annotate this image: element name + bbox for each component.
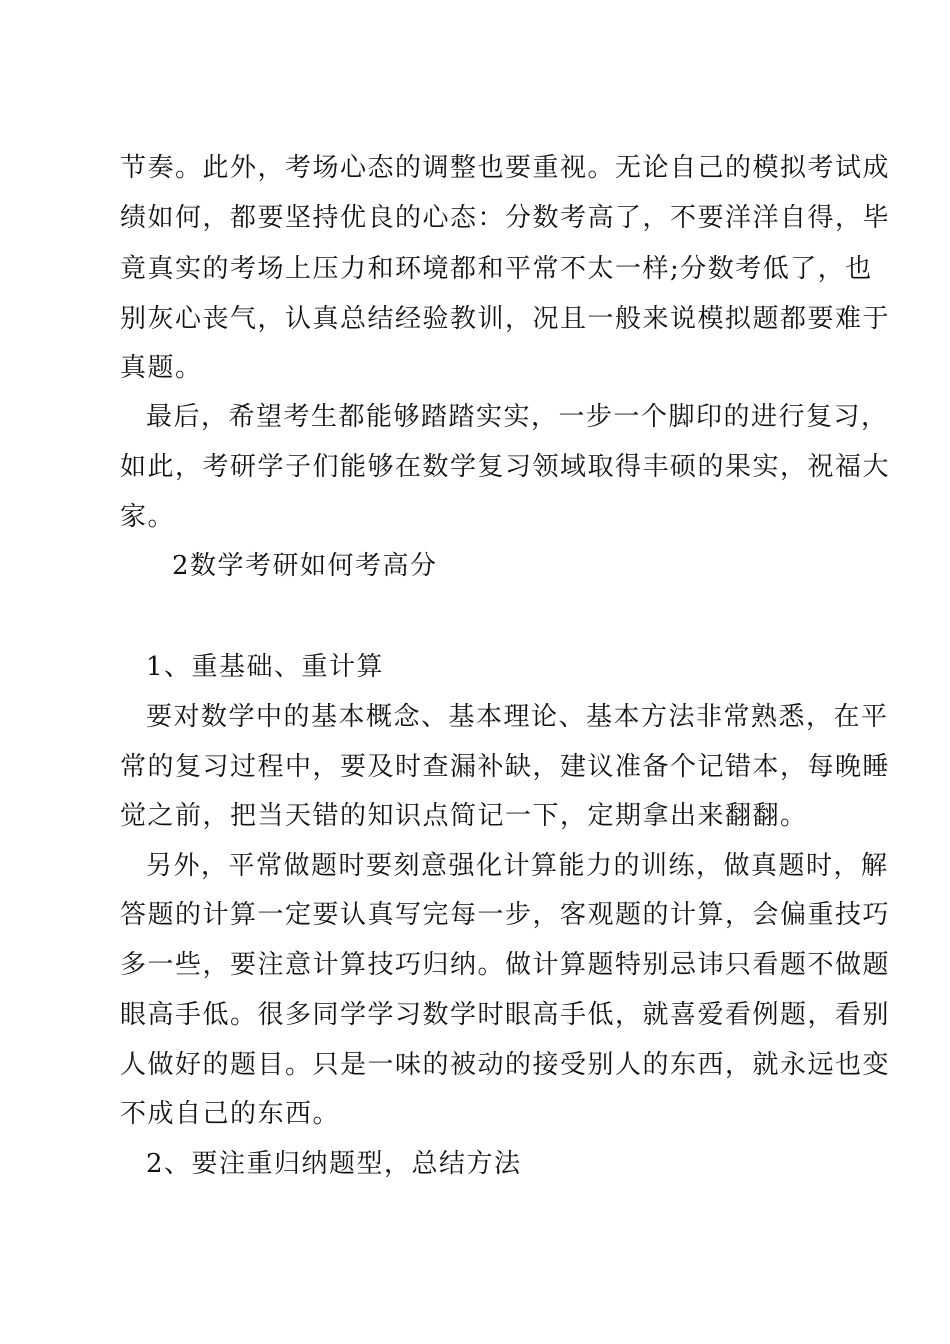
body-text-line: 眼高手低。很多同学学习数学时眼高手低，就喜爱看例题，看别 <box>120 1000 891 1030</box>
paragraph-start-line: 最后，希望考生都能够踏踏实实，一步一个脚印的进行复习， <box>146 402 889 432</box>
body-text-line: 常的复习过程中，要及时查漏补缺，建议准备个记错本，每晚睡 <box>120 752 891 782</box>
body-text-line: 不成自己的东西。 <box>120 1099 341 1129</box>
body-text-line: 家。 <box>120 502 176 532</box>
section-heading: 2数学考研如何考高分 <box>172 551 438 581</box>
body-text-line: 如此，考研学子们能够在数学复习领域取得丰硕的果实，祝福大 <box>120 452 891 482</box>
paragraph-start-line: 另外，平常做题时要刻意强化计算能力的训练，做真题时，解 <box>146 851 889 881</box>
body-text-line: 真题。 <box>120 353 203 383</box>
subheading: 1、重基础、重计算 <box>146 652 385 682</box>
body-text-line: 觉之前，把当天错的知识点简记一下，定期拿出来翻翻。 <box>120 801 808 831</box>
subheading: 2、要注重归纳题型，总结方法 <box>146 1149 522 1179</box>
paragraph-start-line: 要对数学中的基本概念、基本理论、基本方法非常熟悉，在平 <box>146 702 889 732</box>
body-text-line: 节奏。此外，考场心态的调整也要重视。无论自己的模拟考试成 <box>120 153 891 183</box>
body-text-line: 别灰心丧气，认真总结经验教训，况且一般来说模拟题都要难于 <box>120 304 891 334</box>
body-text-line: 竟真实的考场上压力和环境都和平常不太一样;分数考低了，也 <box>120 254 873 284</box>
body-text-line: 多一些，要注意计算技巧归纳。做计算题特别忌讳只看题不做题 <box>120 950 891 980</box>
body-text-line: 绩如何，都要坚持优良的心态：分数考高了，不要洋洋自得，毕 <box>120 203 891 233</box>
body-text-line: 人做好的题目。只是一味的被动的接受别人的东西，就永远也变 <box>120 1050 891 1080</box>
body-text-line: 答题的计算一定要认真写完每一步，客观题的计算，会偏重技巧 <box>120 900 891 930</box>
